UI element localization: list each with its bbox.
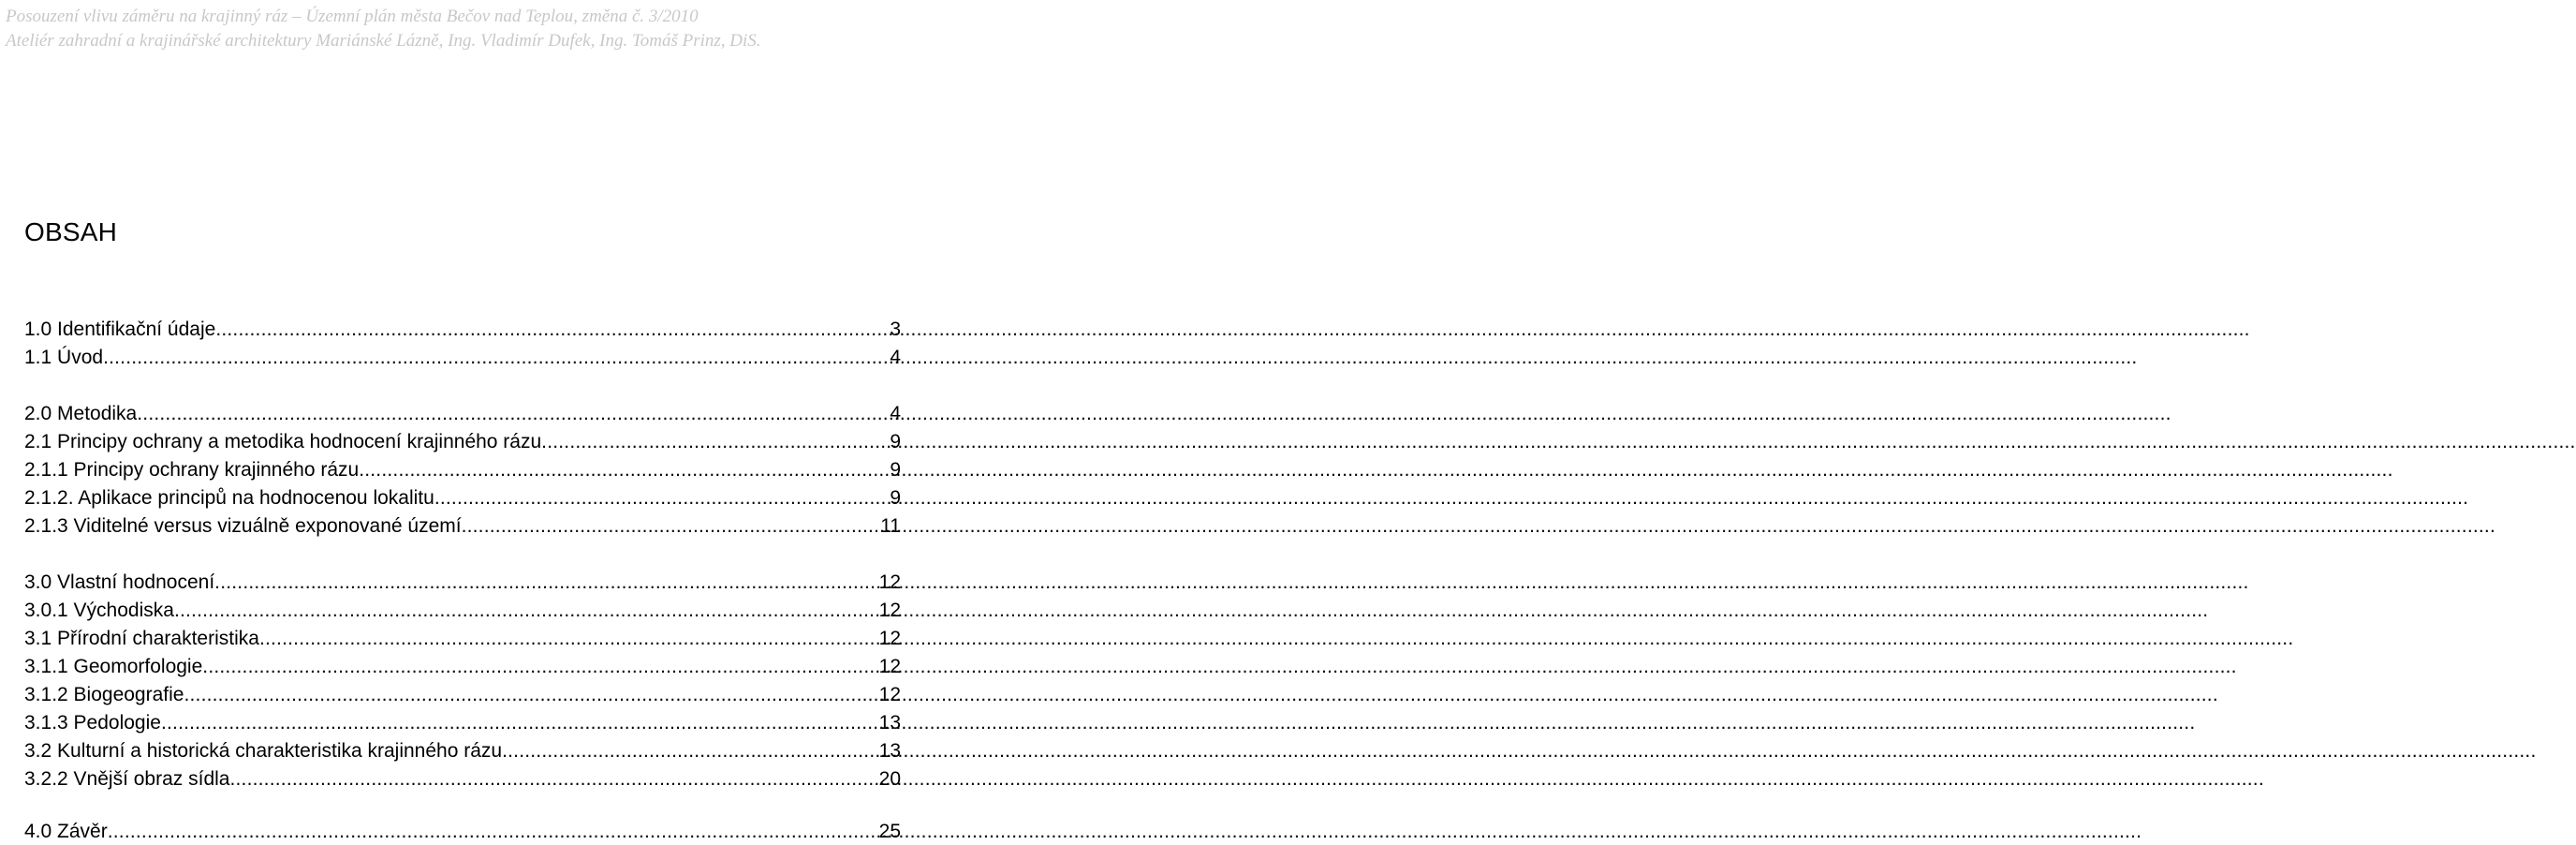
- toc-entry-label: 4.0 Závěr: [24, 821, 108, 842]
- toc-leader-dots: [359, 457, 886, 483]
- toc-leader-dots: [434, 485, 887, 511]
- toc-entry-label: 2.1.2. Aplikace principů na hodnocenou lokalitu: [24, 487, 434, 509]
- toc-entry[interactable]: [24, 429, 901, 455]
- toc-entry-label: 3.1.1 Geomorfologie: [24, 656, 203, 677]
- toc-entry[interactable]: [24, 513, 901, 540]
- toc-entry[interactable]: [24, 654, 901, 680]
- toc-entry-page: 12: [878, 600, 901, 621]
- toc-entry[interactable]: [24, 598, 901, 624]
- toc-entry-label: 3.2 Kulturní a historická charakteristika krajinného rázu: [24, 740, 503, 762]
- toc-entry-label: 2.1.3 Viditelné versus vizuálně exponované území: [24, 515, 462, 537]
- toc-entry-label: 3.0.1 Východiska: [24, 600, 174, 621]
- toc-leader-dots: [215, 317, 886, 343]
- toc-leader-dots: [137, 401, 886, 427]
- toc-entry-page: 12: [878, 656, 901, 677]
- page-header: [6, 5, 895, 53]
- toc-entry[interactable]: [24, 626, 901, 652]
- toc-entry-label: 2.1.1 Principy ochrany krajinného rázu: [24, 459, 360, 481]
- toc-entry-label: 3.1.2 Biogeografie: [24, 684, 184, 705]
- toc-entry[interactable]: [24, 457, 901, 483]
- toc-entry[interactable]: [24, 682, 901, 708]
- toc-leader-dots: [161, 710, 876, 736]
- toc-entry-page: 4: [890, 347, 901, 368]
- toc-entry-page: 3: [890, 319, 901, 340]
- header-author-line: Ateliér zahradní a krajinářské architektury Mariánské Lázně, Ing. Vladimír Dufek, Ing. Tomáš Prinz, DiS.: [6, 31, 761, 51]
- toc-entry[interactable]: [24, 819, 901, 845]
- toc-entry[interactable]: [24, 401, 901, 427]
- toc-entry-label: 3.1 Přírodní charakteristika: [24, 628, 259, 649]
- toc-title: OBSAH: [24, 217, 118, 246]
- toc-entry-page: 12: [878, 571, 901, 593]
- toc-entry-page: 20: [878, 768, 901, 790]
- toc-entry-page: 4: [890, 403, 901, 424]
- toc-leader-dots: [541, 429, 886, 455]
- toc-leader-dots: [103, 345, 886, 371]
- toc-leader-dots: [259, 626, 876, 652]
- toc-entry-page: 12: [878, 684, 901, 705]
- toc-entry[interactable]: [24, 317, 901, 343]
- toc-entry-label: 3.2.2 Vnější obraz sídla: [24, 768, 230, 790]
- toc-entry-label: 1.1 Úvod: [24, 347, 104, 368]
- toc-leader-dots: [174, 598, 876, 624]
- toc-leader-dots: [202, 654, 875, 680]
- toc-entry-page: 9: [890, 431, 901, 452]
- toc-leader-dots: [229, 766, 875, 793]
- toc-entry[interactable]: [24, 710, 901, 736]
- toc-entry-page: 9: [890, 487, 901, 509]
- header-project-title: Posouzení vlivu záměru na krajinný ráz – Územní plán města Bečov nad Teplou, změna č. 3/2010: [6, 7, 699, 26]
- toc-entry-label: 3.0 Vlastní hodnocení: [24, 571, 215, 593]
- toc-leader-dots: [502, 738, 876, 764]
- toc-entry[interactable]: [24, 345, 901, 371]
- toc-entry-page: 12: [878, 628, 901, 649]
- toc-entry-page: 11: [880, 515, 901, 537]
- toc-entry-page: 13: [878, 712, 901, 734]
- toc-entry-label: 2.1 Principy ochrany a metodika hodnocení krajinného rázu: [24, 431, 542, 452]
- toc-entry-page: 25: [878, 821, 901, 842]
- toc-entry[interactable]: [24, 570, 901, 596]
- toc-entry-page: 13: [878, 740, 901, 762]
- toc-entry-page: 9: [890, 459, 901, 481]
- toc-leader-dots: [184, 682, 875, 708]
- toc-entry[interactable]: [24, 485, 901, 511]
- toc-leader-dots: [108, 819, 876, 845]
- toc-entry-label: 1.0 Identifikační údaje: [24, 319, 216, 340]
- toc-entry[interactable]: [24, 738, 901, 764]
- toc-entry-label: 2.0 Metodika: [24, 403, 138, 424]
- toc-entry-label: 3.1.3 Pedologie: [24, 712, 161, 734]
- toc-entry[interactable]: [24, 766, 901, 793]
- toc-leader-dots: [214, 570, 875, 596]
- toc-leader-dots: [462, 513, 877, 540]
